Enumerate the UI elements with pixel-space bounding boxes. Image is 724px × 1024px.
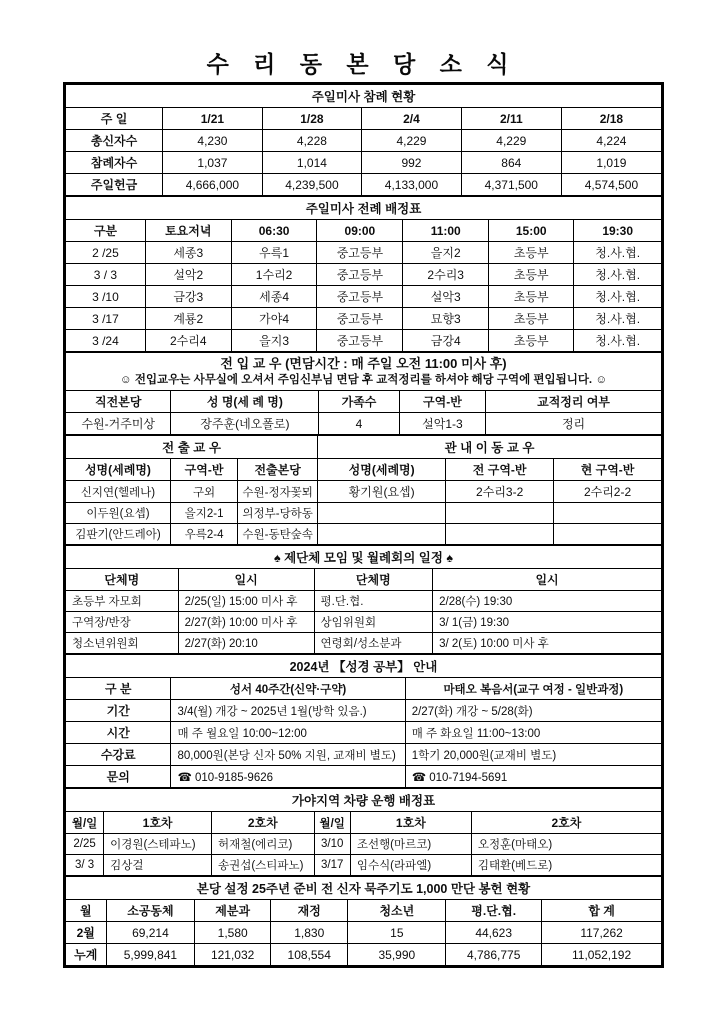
col-header: 합 계: [542, 900, 662, 922]
table-row: [66, 130, 662, 152]
section-title: 주일미사 참례 현황: [66, 85, 662, 108]
cell: 오정훈(마태오): [471, 834, 661, 855]
cell: 구외: [170, 481, 237, 503]
table-row: [66, 503, 662, 524]
cell: 초등부 자모회: [66, 591, 179, 612]
cell: 4,371,500: [461, 174, 561, 196]
cell: 초등부: [489, 264, 574, 286]
cell: 2/27(화) 20:10: [178, 633, 314, 654]
cell: 44,623: [446, 922, 542, 944]
table-row: [66, 633, 662, 654]
cell: 을지2: [403, 242, 489, 264]
table-row: [66, 922, 662, 944]
table-row: [66, 722, 662, 744]
table-row: [66, 855, 662, 876]
cell: 정리: [486, 413, 662, 435]
cell: 3 /24: [66, 330, 146, 352]
col-header: 월/일: [314, 812, 350, 834]
cell: 1,580: [195, 922, 271, 944]
section-title: 전 출 교 우: [66, 436, 318, 459]
col-header: 11:00: [403, 220, 489, 242]
col-header: 09:00: [317, 220, 403, 242]
cell: 조선행(마르코): [350, 834, 471, 855]
section-title: ♠ 제단체 모임 및 월례회의 일정 ♠: [66, 546, 662, 569]
cell: 35,990: [348, 944, 446, 966]
col-header: 제분과: [195, 900, 271, 922]
cell: 을지3: [231, 330, 317, 352]
row-label: 총신자수: [66, 130, 163, 152]
cell: 2/28(수) 19:30: [433, 591, 662, 612]
table-row: [66, 308, 662, 330]
cell: 금강3: [145, 286, 231, 308]
table-row: [66, 612, 662, 633]
cell: 4,239,500: [262, 174, 362, 196]
cell: 2수리2-2: [554, 481, 662, 503]
cell: 3 /17: [66, 308, 146, 330]
col-header: 주 일: [66, 108, 163, 130]
cell: 1,014: [262, 152, 362, 174]
cell: 금강4: [403, 330, 489, 352]
meetings-table: [65, 545, 662, 654]
table-row: [66, 834, 662, 855]
col-header: 2호차: [471, 812, 661, 834]
cell: 을지2-1: [170, 503, 237, 524]
cell: 우륵2-4: [170, 524, 237, 545]
table-row: [66, 700, 662, 722]
cell: 4,666,000: [163, 174, 263, 196]
cell: 3 /10: [66, 286, 146, 308]
col-header: 2/11: [461, 108, 561, 130]
col-header: 평.단.협.: [446, 900, 542, 922]
table-row: [66, 242, 662, 264]
section-title: 본당 설정 25주년 준비 전 신자 묵주기도 1,000 만단 봉헌 현황: [66, 877, 662, 900]
col-header: 구역-반: [399, 391, 485, 413]
row-label: 누계: [66, 944, 107, 966]
cell: 임수식(라파엘): [350, 855, 471, 876]
col-header: 재정: [271, 900, 348, 922]
cell: [446, 524, 554, 545]
cell: 4,786,775: [446, 944, 542, 966]
cell: 의정부-당하동: [238, 503, 318, 524]
row-label: 참례자수: [66, 152, 163, 174]
transfer-in-table: [65, 352, 662, 435]
transfer-in-heading: 전 입 교 우 (면담시간 : 매 주일 오전 11:00 미사 후): [220, 356, 507, 371]
cell: 설악1-3: [399, 413, 485, 435]
cell: 4,230: [163, 130, 263, 152]
cell: 2 /25: [66, 242, 146, 264]
shuttle-table: [65, 788, 662, 876]
row-label: 수강료: [66, 744, 171, 766]
cell: 매 주 화요일 11:00~13:00: [405, 722, 661, 744]
col-header: 1/21: [163, 108, 263, 130]
col-header: 성서 40주간(신약·구약): [171, 678, 405, 700]
cell: 매 주 월요일 10:00~12:00: [171, 722, 405, 744]
cell: 연령회/성소분과: [314, 633, 433, 654]
cell: 69,214: [106, 922, 195, 944]
cell: 가야4: [231, 308, 317, 330]
cell: 청.사.협.: [574, 264, 662, 286]
cell: 4: [319, 413, 399, 435]
cell: 장주훈(네오폴로): [171, 413, 319, 435]
rosary-table: [65, 876, 662, 966]
col-header: 성명(세례명): [66, 459, 171, 481]
cell: ☎ 010-9185-9626: [171, 766, 405, 788]
cell: 5,999,841: [106, 944, 195, 966]
col-header: 19:30: [574, 220, 662, 242]
cell: 계룡2: [145, 308, 231, 330]
col-header: 일시: [433, 569, 662, 591]
table-row: [66, 413, 662, 435]
col-header: 1호차: [104, 812, 212, 834]
cell: 청.사.협.: [574, 286, 662, 308]
cell: 김상걸: [104, 855, 212, 876]
section-title: 가야지역 차량 운행 배정표: [66, 789, 662, 812]
cell: 4,229: [461, 130, 561, 152]
cell: 허재철(에리코): [212, 834, 315, 855]
col-header: 월/일: [66, 812, 104, 834]
cell: 4,574,500: [561, 174, 661, 196]
col-header: 현 구역-반: [554, 459, 662, 481]
cell: 3/10: [314, 834, 350, 855]
transfer-in-note: ☺ 전입교우는 사무실에 오셔서 주임신부님 면담 후 교적정리를 하셔야 해당 구역에 편입됩니다. ☺: [119, 374, 608, 386]
cell: 117,262: [542, 922, 662, 944]
table-row: [66, 744, 662, 766]
cell: 수원-거주미상: [66, 413, 171, 435]
bible-study-table: [65, 654, 662, 788]
table-row: [66, 524, 662, 545]
cell: 121,032: [195, 944, 271, 966]
cell: 2/25(일) 15:00 미사 후: [178, 591, 314, 612]
cell: [554, 503, 662, 524]
cell: 864: [461, 152, 561, 174]
page-title: 수 리 동 본 당 소 식: [206, 51, 518, 77]
row-label: 2월: [66, 922, 107, 944]
cell: 2수리4: [145, 330, 231, 352]
cell: 3/ 3: [66, 855, 104, 876]
col-header: 06:30: [231, 220, 317, 242]
cell: 1학기 20,000원(교재비 별도): [405, 744, 661, 766]
row-label: 기간: [66, 700, 171, 722]
transfer-out-move-table: [65, 435, 662, 545]
col-header: 15:00: [489, 220, 574, 242]
cell: 1,830: [271, 922, 348, 944]
col-header: 전출본당: [238, 459, 318, 481]
cell: 2/27(화) 10:00 미사 후: [178, 612, 314, 633]
col-header: 교적정리 여부: [486, 391, 662, 413]
table-row: [66, 174, 662, 196]
table-row: [66, 286, 662, 308]
cell: 3/17: [314, 855, 350, 876]
col-header: 구분: [66, 220, 146, 242]
table-row: [66, 264, 662, 286]
cell: [318, 503, 446, 524]
cell: 4,133,000: [362, 174, 462, 196]
cell: 설악3: [403, 286, 489, 308]
attendance-table: [65, 84, 662, 196]
section-title: 2024년 【성경 공부】 안내: [66, 655, 662, 678]
col-header: 단체명: [66, 569, 179, 591]
bulletin-body: [63, 82, 664, 968]
cell: [446, 503, 554, 524]
cell: 1,019: [561, 152, 661, 174]
cell: 이두원(요셉): [66, 503, 171, 524]
cell: 3 / 3: [66, 264, 146, 286]
col-header: 구 분: [66, 678, 171, 700]
cell: 중고등부: [317, 286, 403, 308]
table-row: [66, 152, 662, 174]
cell: 992: [362, 152, 462, 174]
cell: 4,228: [262, 130, 362, 152]
cell: 김태환(베드로): [471, 855, 661, 876]
cell: 1수리2: [231, 264, 317, 286]
cell: 4,229: [362, 130, 462, 152]
cell: 2수리3: [403, 264, 489, 286]
col-header: 토요저녁: [145, 220, 231, 242]
cell: 3/ 2(토) 10:00 미사 후: [433, 633, 662, 654]
col-header: 일시: [178, 569, 314, 591]
cell: 묘향3: [403, 308, 489, 330]
cell: 초등부: [489, 286, 574, 308]
col-header: 전 구역-반: [446, 459, 554, 481]
cell: 청소년위원회: [66, 633, 179, 654]
cell: [554, 524, 662, 545]
cell: 초등부: [489, 330, 574, 352]
cell: 초등부: [489, 308, 574, 330]
cell: 황기원(요셉): [318, 481, 446, 503]
row-label: 시간: [66, 722, 171, 744]
col-header: 성명(세례명): [318, 459, 446, 481]
cell: 2/25: [66, 834, 104, 855]
cell: 설악2: [145, 264, 231, 286]
section-title: 주일미사 전례 배정표: [66, 197, 662, 220]
table-row: [66, 330, 662, 352]
col-header: 직전본당: [66, 391, 171, 413]
cell: 11,052,192: [542, 944, 662, 966]
cell: 청.사.협.: [574, 308, 662, 330]
section-title: [66, 353, 662, 391]
col-header: 가족수: [319, 391, 399, 413]
table-row: [66, 481, 662, 503]
cell: 평.단.협.: [314, 591, 433, 612]
cell: 상임위원회: [314, 612, 433, 633]
col-header: 1호차: [350, 812, 471, 834]
col-header: 월: [66, 900, 107, 922]
cell: ☎ 010-7194-5691: [405, 766, 661, 788]
col-header: 청소년: [348, 900, 446, 922]
cell: 신지연(헬레나): [66, 481, 171, 503]
cell: 2수리3-2: [446, 481, 554, 503]
section-title: 관 내 이 동 교 우: [318, 436, 662, 459]
col-header: 1/28: [262, 108, 362, 130]
col-header: 2호차: [212, 812, 315, 834]
cell: 3/ 1(금) 19:30: [433, 612, 662, 633]
col-header: 마태오 복음서(교구 여정 - 일반과정): [405, 678, 661, 700]
cell: 우륵1: [231, 242, 317, 264]
cell: 이경원(스테파노): [104, 834, 212, 855]
cell: 청.사.협.: [574, 330, 662, 352]
cell: 1,037: [163, 152, 263, 174]
cell: [318, 524, 446, 545]
col-header: 2/4: [362, 108, 462, 130]
table-row: [66, 591, 662, 612]
col-header: 소공동체: [106, 900, 195, 922]
cell: 수원-동탄숲속: [238, 524, 318, 545]
table-row: [66, 944, 662, 966]
cell: 송권섭(스티파노): [212, 855, 315, 876]
liturgy-table: [65, 196, 662, 352]
cell: 4,224: [561, 130, 661, 152]
cell: 중고등부: [317, 264, 403, 286]
cell: 80,000원(본당 신자 50% 지원, 교재비 별도): [171, 744, 405, 766]
cell: 구역장/반장: [66, 612, 179, 633]
table-row: [66, 766, 662, 788]
cell: 3/4(월) 개강 ~ 2025년 1월(방학 있음.): [171, 700, 405, 722]
row-label: 주일헌금: [66, 174, 163, 196]
row-label: 문의: [66, 766, 171, 788]
cell: 2/27(화) 개강 ~ 5/28(화): [405, 700, 661, 722]
col-header: 단체명: [314, 569, 433, 591]
col-header: 2/18: [561, 108, 661, 130]
cell: 세종4: [231, 286, 317, 308]
cell: 108,554: [271, 944, 348, 966]
cell: 김판기(안드레아): [66, 524, 171, 545]
cell: 중고등부: [317, 330, 403, 352]
cell: 중고등부: [317, 242, 403, 264]
cell: 수원-정자꽃뫼: [238, 481, 318, 503]
cell: 세종3: [145, 242, 231, 264]
col-header: 구역-반: [170, 459, 237, 481]
cell: 15: [348, 922, 446, 944]
col-header: 성 명(세 례 명): [171, 391, 319, 413]
cell: 청.사.협.: [574, 242, 662, 264]
cell: 중고등부: [317, 308, 403, 330]
cell: 초등부: [489, 242, 574, 264]
